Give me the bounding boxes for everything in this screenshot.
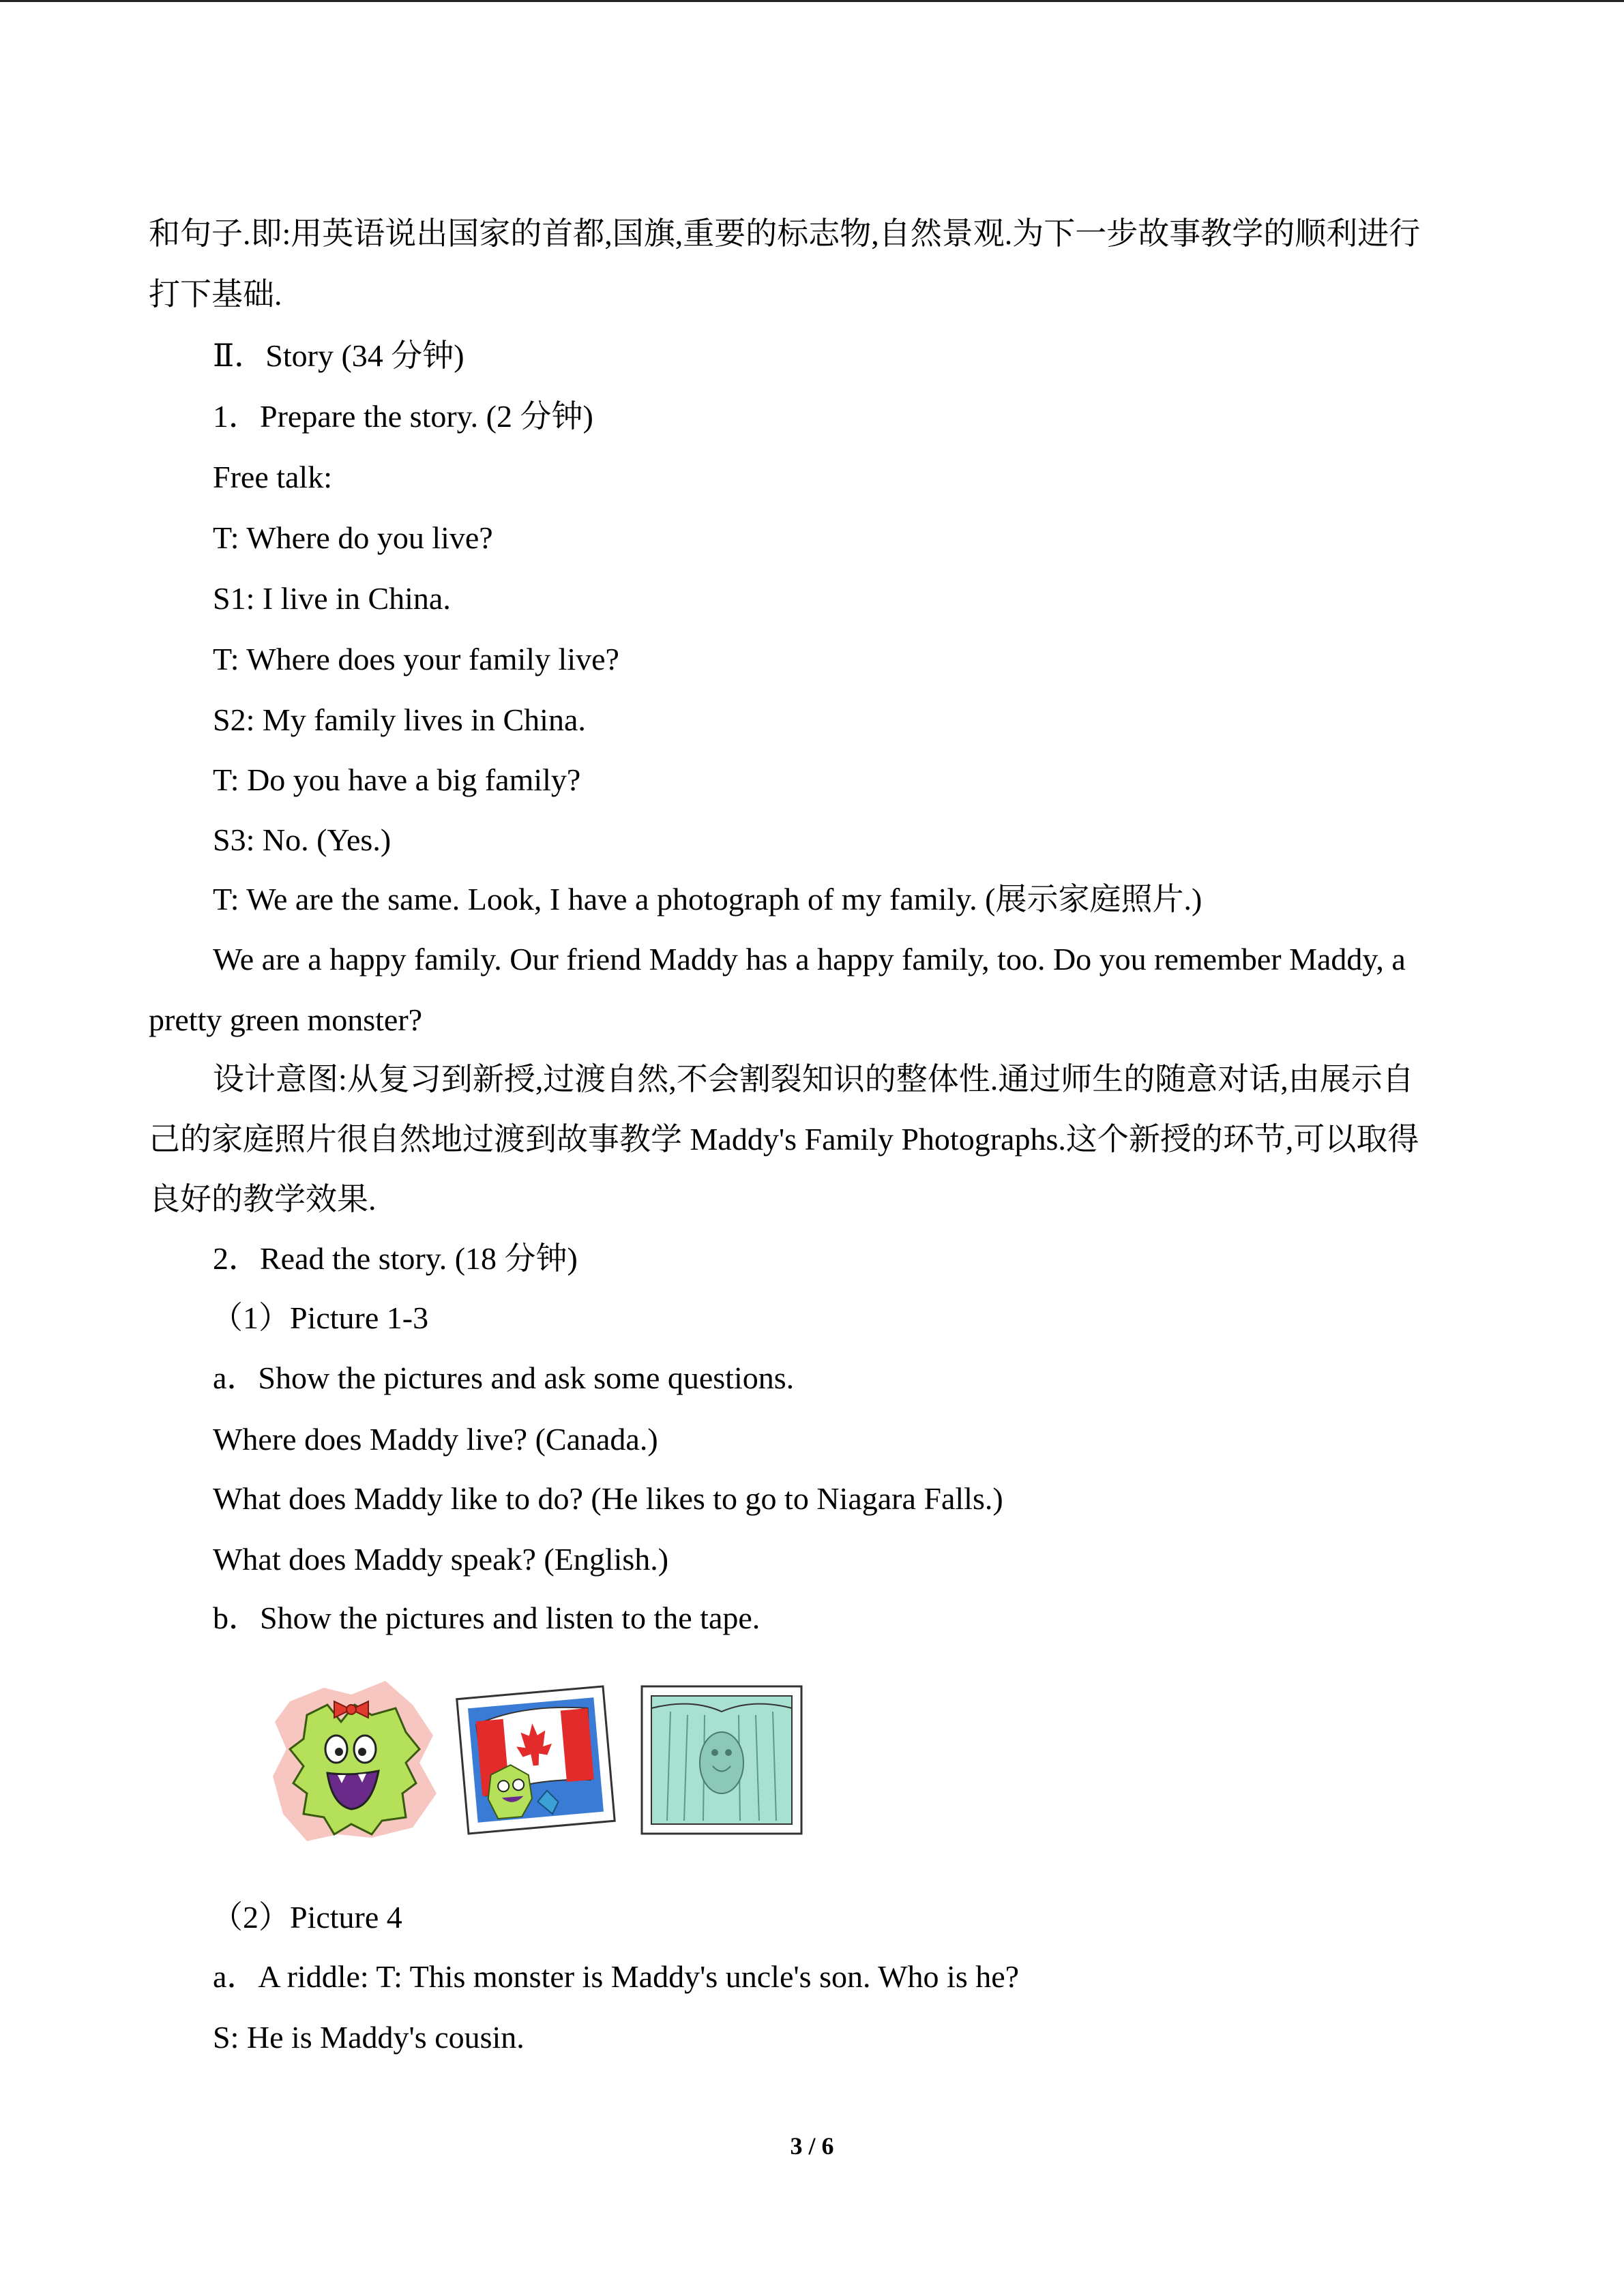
text-line: 和句子.即:用英语说出国家的首都,国旗,重要的标志物,自然景观.为下一步故事教学的顺利进行 bbox=[149, 216, 1421, 251]
niagara-falls-photo-illustration bbox=[636, 1681, 807, 1839]
canada-flag-photo-illustration bbox=[452, 1682, 619, 1838]
text-line: 己的家庭照片很自然地过渡到故事教学 Maddy's Family Photographs.这个新授的环节,可以取得 bbox=[149, 1122, 1419, 1157]
text-line: a．Show the pictures and ask some questions. bbox=[213, 1360, 795, 1395]
dialogue-line: T: Where do you live? bbox=[213, 520, 493, 555]
text-line: What does Maddy speak? (English.) bbox=[213, 1542, 669, 1577]
text-line: 良好的教学效果. bbox=[149, 1182, 377, 1217]
text-line: What does Maddy like to do? (He likes to go to Niagara Falls.) bbox=[213, 1481, 1003, 1516]
dialogue-line: T: Where does your family live? bbox=[213, 642, 619, 676]
dialogue-line: S2: My family lives in China. bbox=[213, 702, 586, 737]
maddy-monster-illustration bbox=[269, 1674, 440, 1845]
story-pictures bbox=[269, 1674, 815, 1851]
dialogue-line: S1: I live in China. bbox=[213, 581, 451, 616]
item-heading: （2）Picture 4 bbox=[211, 1900, 402, 1935]
dialogue-line: S: He is Maddy's cousin. bbox=[213, 2020, 525, 2055]
text-line: pretty green monster? bbox=[149, 1002, 423, 1037]
page-top-border bbox=[0, 0, 1624, 2]
item-heading: （1）Picture 1-3 bbox=[211, 1300, 429, 1335]
text-line: We are a happy family. Our friend Maddy has a happy family, too. Do you remember Maddy, a bbox=[213, 942, 1406, 976]
text-line: a．A riddle: T: This monster is Maddy's uncle's son. Who is he? bbox=[213, 1959, 1020, 1994]
dialogue-line: T: We are the same. Look, I have a photograph of my family. (展示家庭照片.) bbox=[213, 882, 1202, 916]
subsection-heading: 1．Prepare the story. (2 分钟) bbox=[213, 399, 593, 434]
text-line: Free talk: bbox=[213, 460, 332, 494]
subsection-heading: 2．Read the story. (18 分钟) bbox=[213, 1241, 578, 1276]
dialogue-line: S3: No. (Yes.) bbox=[213, 822, 392, 857]
text-line: 打下基础. bbox=[149, 277, 282, 312]
text-line: Where does Maddy live? (Canada.) bbox=[213, 1422, 658, 1457]
text-line: b．Show the pictures and listen to the tape. bbox=[213, 1600, 761, 1635]
text-line: 设计意图:从复习到新授,过渡自然,不会割裂知识的整体性.通过师生的随意对话,由展示自 bbox=[213, 1062, 1414, 1097]
page-number: 3 / 6 bbox=[790, 2132, 834, 2160]
section-heading: Ⅱ．Story (34 分钟) bbox=[213, 338, 464, 373]
dialogue-line: T: Do you have a big family? bbox=[213, 762, 581, 797]
